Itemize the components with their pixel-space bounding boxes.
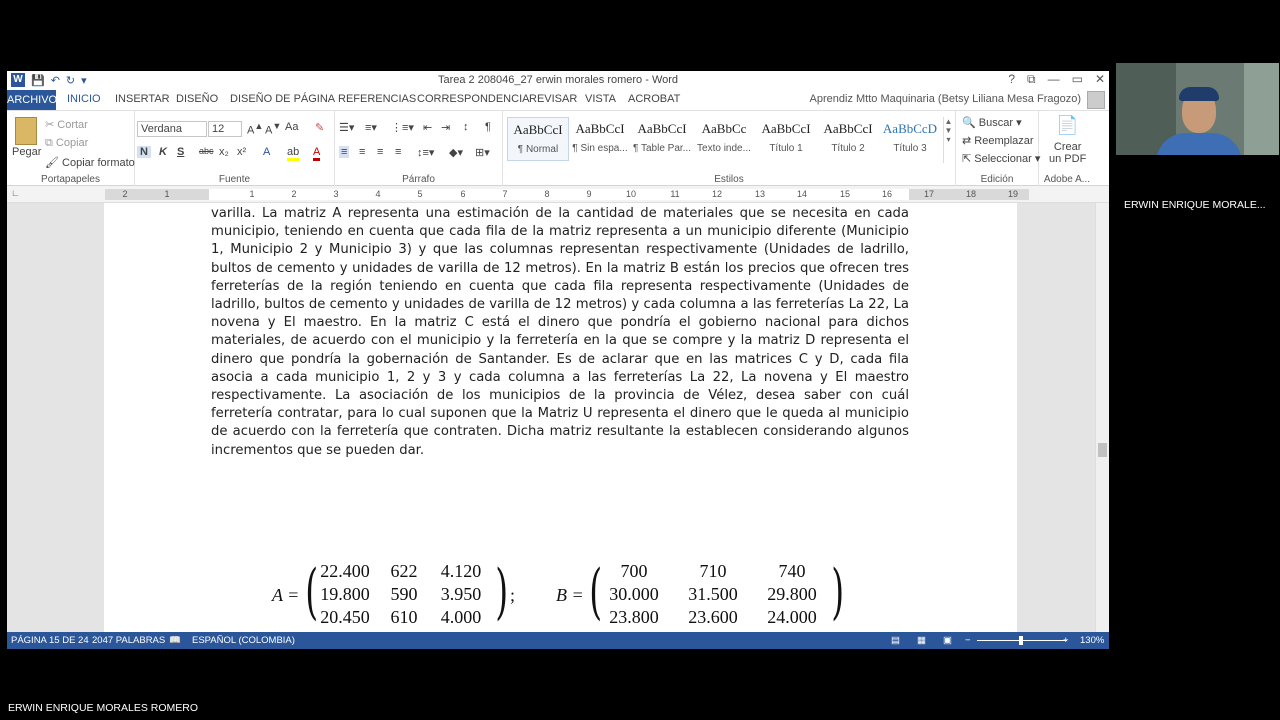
matrix-cell: 30.000 xyxy=(609,584,659,604)
style-texto-independiente[interactable] xyxy=(693,117,755,161)
multilevel-list-icon[interactable]: ⋮≡▾ xyxy=(391,122,414,134)
pdf-icon[interactable]: 📄 xyxy=(1056,115,1079,135)
align-left-icon[interactable]: ≡ xyxy=(341,146,348,158)
format-painter-label: Copiar formato xyxy=(62,157,135,169)
ribbon-display-icon[interactable]: ⧉ xyxy=(1027,72,1036,86)
strikethrough-button[interactable]: abc xyxy=(199,146,214,156)
select-label: Seleccionar xyxy=(974,153,1032,165)
group-label-editing: Edición xyxy=(980,174,1014,185)
font-name-select[interactable]: Verdana xyxy=(137,121,207,137)
style-table-paragraph[interactable] xyxy=(631,117,693,161)
group-label-acrobat: Adobe A... xyxy=(1043,174,1091,185)
style-sample: AaBbCcD xyxy=(882,121,938,136)
participant-name: ERWIN ENRIQUE MORALE... xyxy=(1124,199,1266,211)
group-editing xyxy=(956,111,1039,187)
ruler-number: 17 xyxy=(923,189,934,199)
matrix-cell: 20.450 xyxy=(320,607,370,627)
matrix-row xyxy=(594,584,832,605)
right-paren: ) xyxy=(495,557,509,627)
matrix-cell: 4.120 xyxy=(440,561,482,581)
tab-insertar[interactable]: INSERTAR xyxy=(115,93,170,105)
brush-icon: 🖌 xyxy=(45,157,59,169)
grow-font-icon[interactable]: A▲ xyxy=(247,121,264,137)
align-right-icon[interactable]: ≡ xyxy=(377,146,384,158)
matrix-cell: 700 xyxy=(620,561,648,581)
bullets-icon[interactable]: ☰▾ xyxy=(339,122,355,134)
ruler-number: 4 xyxy=(375,189,381,199)
font-color-icon[interactable]: A xyxy=(313,146,320,161)
matrix-cell: 31.500 xyxy=(688,584,738,604)
participant-video[interactable] xyxy=(1116,63,1279,155)
word-count[interactable]: 2047 PALABRAS xyxy=(92,635,166,646)
style-titulo-2[interactable] xyxy=(817,117,879,161)
matrix-cell: 29.800 xyxy=(767,584,817,604)
ruler-number: 5 xyxy=(417,189,423,199)
style-name: ¶ Normal xyxy=(517,144,559,155)
tab-diseno-pagina[interactable]: DISEÑO DE PÁGINA xyxy=(230,93,336,105)
scissors-icon: ✂ xyxy=(45,119,55,131)
font-size-select[interactable]: 12 xyxy=(208,121,242,137)
zoom-level[interactable]: 130% xyxy=(1080,635,1105,646)
ruler-number: 13 xyxy=(754,189,765,199)
create-pdf-label-2: un PDF xyxy=(1049,153,1087,165)
matrix-cell: 710 xyxy=(699,561,727,581)
show-marks-icon[interactable]: ¶ xyxy=(485,121,491,133)
create-pdf-button[interactable] xyxy=(1049,141,1086,165)
presenter-name: ERWIN ENRIQUE MORALES ROMERO xyxy=(8,702,198,714)
replace-label: Reemplazar xyxy=(974,135,1034,147)
group-label-paragraph: Párrafo xyxy=(402,174,435,185)
ribbon-tabs xyxy=(7,90,1109,110)
clear-format-icon[interactable]: ✎ xyxy=(315,122,325,134)
matrix-cell: 740 xyxy=(778,561,806,581)
matrix-cell: 590 xyxy=(390,584,418,604)
find-button[interactable]: 🔍 Buscar ▾ xyxy=(962,117,1022,129)
zoom-out-icon[interactable]: − xyxy=(965,635,971,646)
paste-button[interactable]: Pegar xyxy=(12,146,42,158)
page-count[interactable]: PÁGINA 15 DE 24 xyxy=(11,635,89,646)
vertical-scrollbar[interactable] xyxy=(1095,203,1109,632)
format-painter-button[interactable] xyxy=(45,156,135,169)
matrix-a-label: A = xyxy=(272,585,300,605)
customize-qat-icon[interactable]: ▾ xyxy=(81,74,87,87)
style-sin-espaciado[interactable] xyxy=(569,117,631,161)
right-paren: ) xyxy=(831,557,845,627)
style-sample: AaBbCcI xyxy=(761,121,811,136)
title-bar xyxy=(7,71,1109,90)
zoom-in-icon[interactable]: + xyxy=(1063,635,1069,646)
horizontal-ruler[interactable] xyxy=(7,186,1109,203)
ribbon xyxy=(7,110,1109,186)
superscript-button[interactable]: x² xyxy=(237,146,247,158)
group-acrobat xyxy=(1039,111,1095,187)
group-clipboard xyxy=(7,111,135,187)
redo-icon[interactable]: ↻ xyxy=(65,74,76,87)
copy-label: Copiar xyxy=(55,137,89,149)
find-label: Buscar xyxy=(978,117,1014,129)
numbering-icon[interactable]: ≡▾ xyxy=(365,122,377,134)
underline-button[interactable]: S xyxy=(177,146,185,158)
tab-archivo[interactable]: ARCHIVO xyxy=(7,90,56,110)
help-icon[interactable]: ? xyxy=(1008,72,1016,86)
copy-button[interactable] xyxy=(45,137,88,150)
ruler-number: 12 xyxy=(711,189,722,199)
italic-button[interactable]: K xyxy=(159,146,167,158)
group-paragraph xyxy=(335,111,503,187)
style-sample: AaBbCcI xyxy=(575,121,625,136)
subscript-button[interactable]: x₂ xyxy=(219,146,229,158)
justify-icon[interactable]: ≡ xyxy=(395,146,402,158)
document-area xyxy=(7,203,1109,632)
ruler-number: 1 xyxy=(164,189,170,199)
matrix-cell: 622 xyxy=(390,561,418,581)
group-label-clipboard: Portapapeles xyxy=(41,174,100,185)
style-sample: AaBbCcI xyxy=(637,121,687,136)
text-effects-icon[interactable]: A xyxy=(263,146,271,158)
matrix-cell: 610 xyxy=(390,607,418,627)
left-paren: ( xyxy=(589,557,603,627)
avatar[interactable] xyxy=(1087,91,1105,109)
tab-selector-icon[interactable]: ∟ xyxy=(11,188,20,198)
scrollbar-thumb[interactable] xyxy=(1098,443,1107,457)
group-label-styles: Estilos xyxy=(714,174,744,185)
matrix-row xyxy=(594,607,832,628)
ruler-number: 6 xyxy=(460,189,466,199)
style-normal[interactable] xyxy=(507,117,569,161)
ruler-number: 11 xyxy=(670,189,680,199)
matrix-row xyxy=(310,584,494,605)
ruler-number: 7 xyxy=(502,189,508,199)
tab-referencias[interactable]: REFERENCIAS xyxy=(338,93,417,105)
language[interactable]: ESPAÑOL (COLOMBIA) xyxy=(192,635,295,646)
change-case-button[interactable]: Aa xyxy=(285,121,299,133)
word-logo-icon: W xyxy=(11,73,25,87)
matrix-cell: 19.800 xyxy=(320,584,370,604)
highlight-icon[interactable]: ab xyxy=(287,146,299,161)
ruler-number: 14 xyxy=(796,189,807,199)
group-font xyxy=(135,111,335,187)
ruler-number: 8 xyxy=(544,189,550,199)
window-title: Tarea 2 208046_27 erwin morales romero - Word xyxy=(437,74,679,86)
matrix-b xyxy=(589,557,845,631)
window-controls xyxy=(1008,72,1105,87)
style-titulo-3[interactable] xyxy=(879,117,941,161)
participant-cap xyxy=(1179,87,1219,101)
matrix-cell: 3.950 xyxy=(440,584,482,604)
tab-inicio[interactable]: INICIO xyxy=(67,93,101,105)
group-label-font: Fuente xyxy=(218,174,251,185)
web-layout-icon[interactable]: ▣ xyxy=(943,635,952,646)
matrix-cell: 4.000 xyxy=(440,607,482,627)
save-icon[interactable]: 💾 xyxy=(31,74,45,87)
group-styles xyxy=(503,111,956,187)
styles-gallery-scroll[interactable]: ▲ ▼ ▾ xyxy=(943,117,953,163)
ruler-number: 9 xyxy=(586,189,592,199)
close-icon[interactable]: ✕ xyxy=(1094,72,1105,86)
ruler-number: 1 xyxy=(249,189,255,199)
cut-label: Cortar xyxy=(57,119,88,131)
style-sample: AaBbCcI xyxy=(823,121,873,136)
align-center-icon[interactable]: ≡ xyxy=(359,146,366,158)
create-pdf-label-1: Crear xyxy=(1053,141,1082,153)
tab-acrobat[interactable]: ACROBAT xyxy=(628,93,681,105)
tab-correspondencia[interactable]: CORRESPONDENCIA xyxy=(417,93,530,105)
cut-button[interactable] xyxy=(45,118,88,131)
ruler-number: 10 xyxy=(625,189,636,199)
matrix-cell: 23.600 xyxy=(688,607,738,627)
matrix-row xyxy=(310,607,494,628)
copy-icon: ⧉ xyxy=(45,137,53,149)
ruler-number: 2 xyxy=(122,189,128,199)
style-name: Título 3 xyxy=(893,143,927,154)
document-page[interactable] xyxy=(104,203,1017,632)
tab-vista[interactable]: VISTA xyxy=(585,93,616,105)
style-titulo-1[interactable] xyxy=(755,117,817,161)
borders-icon[interactable]: ⊞▾ xyxy=(475,147,490,159)
shading-icon[interactable]: ◆▾ xyxy=(449,147,463,159)
read-mode-icon[interactable]: ▤ xyxy=(891,635,900,646)
zoom-slider-thumb[interactable] xyxy=(1019,636,1023,645)
status-bar xyxy=(7,632,1109,649)
ruler-number: 19 xyxy=(1007,189,1018,199)
style-name: Título 2 xyxy=(831,143,865,154)
style-name: ¶ Sin espa... xyxy=(572,143,628,154)
minimize-icon[interactable]: — xyxy=(1047,72,1060,86)
replace-icon: ⇄ xyxy=(962,135,972,147)
video-background xyxy=(1244,63,1279,155)
paragraph-text: varilla. La matriz A representa una estimación de la cantidad de materiales que se necesita en cada municipio, teniendo en cuenta que cada fila de la matriz representa a un municipio diferente (Municipio 1, Municipio 2 y Municipio 3) y que las columnas representan respectivamente (Unidades de ladrillo, bultos de cemento y unidades de varilla de 12 metros). En la matriz B están los precios que ofrecen tres ferreterías de la región teniendo en cuenta que cada fila representa respectivamente (Unidades de ladrillo, bultos de cemento y unidades de varilla de 12 metros) y cada columna a las ferreterías La 22, La novena y El maestro. En la matriz C está el dinero que pondría el gobierno nacional para dichos materiales, de acuerdo con el municipio y la ferretería en la que se compre y la matriz D representa el dinero que pondría la gobernación de Santander. Es de aclarar que en las matrices C y D, cada fila asocia a cada municipio 1, 2 y 3 y cada columna a las ferreterías La 22, La novena y El maestro respectivamente. La asociación de los municipios de la provincia de Vélez, desea saber con cuál ferretería contratar, para lo cual suponen que la Matriz U representa el dinero que le queda al municipio de acuerdo con la ferretería que contraten. Dicha matriz resultante la establecen considerando algunos incrementos que se pueden dar. xyxy=(211,206,909,458)
matrix-row xyxy=(310,561,494,582)
matrix-cell: 24.000 xyxy=(767,607,817,627)
bold-button[interactable]: N xyxy=(137,146,151,158)
document-paragraph[interactable] xyxy=(211,205,909,460)
decrease-indent-icon[interactable]: ⇤ xyxy=(423,122,433,134)
ruler-number: 18 xyxy=(965,189,976,199)
tab-revisar[interactable]: REVISAR xyxy=(529,93,578,105)
style-sample: AaBbCc xyxy=(701,121,747,136)
line-spacing-icon[interactable]: ↕≡▾ xyxy=(417,147,435,159)
proofing-icon[interactable]: 📖 xyxy=(169,635,181,646)
ruler-number: 15 xyxy=(839,189,850,199)
style-name: Título 1 xyxy=(769,143,803,154)
select-button[interactable]: ⇱ Seleccionar ▾ xyxy=(962,153,1041,165)
matrix-row xyxy=(594,561,832,582)
undo-icon[interactable]: ↶ xyxy=(50,74,60,87)
shrink-font-icon[interactable]: A▼ xyxy=(265,121,282,137)
matrix-b-label: B = xyxy=(556,585,584,605)
binoculars-icon: 🔍 xyxy=(962,117,976,129)
style-name: ¶ Table Par... xyxy=(633,143,691,154)
matrix-a xyxy=(305,557,510,631)
matrices-equation xyxy=(264,555,864,632)
ruler-number: 2 xyxy=(291,189,297,199)
replace-button[interactable] xyxy=(962,134,1034,147)
style-sample: AaBbCcI xyxy=(513,122,563,137)
matrix-cell: 23.800 xyxy=(609,607,659,627)
ruler-number: 16 xyxy=(881,189,892,199)
matrix-separator: ; xyxy=(510,585,516,605)
matrix-cell: 22.400 xyxy=(320,561,370,581)
ruler-number: 3 xyxy=(333,189,339,199)
style-name: Texto inde... xyxy=(697,143,751,154)
cursor-icon: ⇱ xyxy=(962,153,972,165)
print-layout-icon[interactable]: ▦ xyxy=(917,635,926,646)
word-window xyxy=(7,71,1109,649)
paste-icon[interactable] xyxy=(15,117,37,145)
tab-diseno[interactable]: DISEÑO xyxy=(176,93,219,105)
increase-indent-icon[interactable]: ⇥ xyxy=(441,122,451,134)
maximize-icon[interactable]: ▭ xyxy=(1071,72,1083,86)
user-account[interactable]: Aprendiz Mtto Maquinaria (Betsy Liliana Mesa Fragozo) xyxy=(809,93,1081,105)
sort-icon[interactable]: ↕ xyxy=(463,121,469,133)
left-paren: ( xyxy=(305,557,319,627)
